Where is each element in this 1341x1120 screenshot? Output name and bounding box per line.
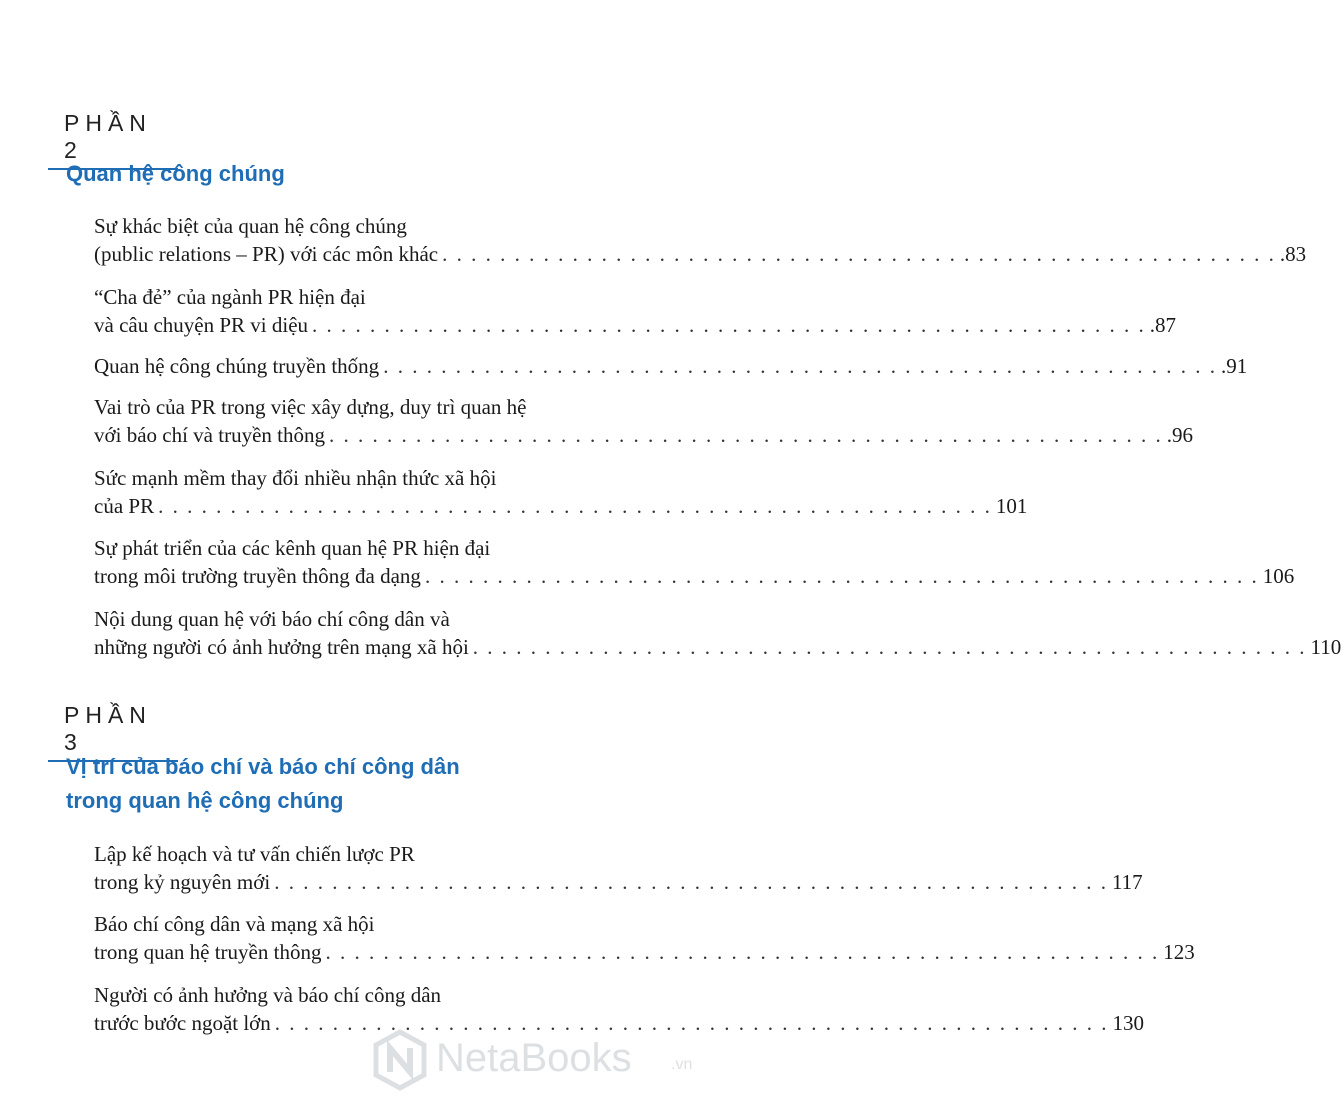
part-2-label: PHẦN 2 (48, 110, 178, 164)
dot-leader: . . . . . . . . . . . . . . . . . . . . . . . . . . . . . . . . . . . . . . . . . . . . . . . . . . . . . . . . . . (158, 494, 992, 518)
part-3-label: PHẦN 3 (48, 702, 178, 756)
entry-line: Sự khác biệt của quan hệ công chúng (94, 214, 407, 238)
page-number: .83 (1279, 242, 1307, 266)
toc-entry[interactable] (94, 212, 1307, 268)
entry-line: Báo chí công dân và mạng xã hội (94, 912, 375, 936)
page-number: .91 (1220, 354, 1248, 378)
part-3-title-line: Vị trí của báo chí và báo chí công dân (66, 754, 460, 779)
page-number: 110 (1310, 635, 1341, 659)
dot-leader: . . . . . . . . . . . . . . . . . . . . . . . . . . . . . . . . . . . . . . . . . . . . . . . . . . . . . . . . . . (312, 313, 1146, 337)
entry-line: trong kỷ nguyên mới (94, 870, 271, 894)
toc-entry[interactable] (94, 534, 1295, 590)
entry-line: những người có ảnh hưởng trên mạng xã hội (94, 635, 469, 659)
entry-line: trước bước ngoặt lớn (94, 1011, 271, 1035)
entry-line: Lập kế hoạch và tư vấn chiến lược PR (94, 842, 415, 866)
toc-entry[interactable] (94, 464, 1028, 520)
entry-line: và câu chuyện PR vi diệu (94, 313, 309, 337)
dot-leader: . . . . . . . . . . . . . . . . . . . . . . . . . . . . . . . . . . . . . . . . . . . . . . . . . . . . . . . . . . (274, 870, 1108, 894)
dot-leader: . . . . . . . . . . . . . . . . . . . . . . . . . . . . . . . . . . . . . . . . . . . . . . . . . . . . . . . . . . (472, 635, 1307, 659)
dot-leader: . . . . . . . . . . . . . . . . . . . . . . . . . . . . . . . . . . . . . . . . . . . . . . . . . . . . . . . . . . (328, 423, 1163, 447)
entry-line: (public relations – PR) với các môn khác (94, 242, 439, 266)
entry-line: trong môi trường truyền thông đa dạng (94, 564, 421, 588)
toc-entry[interactable] (94, 910, 1195, 966)
entry-line: Sự phát triển của các kênh quan hệ PR hiện đại (94, 536, 491, 560)
toc-entry[interactable] (94, 840, 1143, 896)
page-number: 117 (1111, 870, 1143, 894)
entry-line: Vai trò của PR trong việc xây dựng, duy trì quan hệ (94, 395, 527, 419)
toc-entry[interactable] (94, 393, 1193, 449)
dot-leader: . . . . . . . . . . . . . . . . . . . . . . . . . . . . . . . . . . . . . . . . . . . . . . . . . . . . . . . . . . (383, 354, 1217, 378)
netabooks-watermark (368, 1026, 698, 1096)
entry-line: “Cha đẻ” của ngành PR hiện đại (94, 285, 366, 309)
entry-line: trong quan hệ truyền thông (94, 940, 322, 964)
dot-leader: . . . . . . . . . . . . . . . . . . . . . . . . . . . . . . . . . . . . . . . . . . . . . . . . . . . . . . . . . . (442, 242, 1276, 266)
page-number: 101 (995, 494, 1028, 518)
part-2-title: Quan hệ công chúng (66, 161, 285, 186)
entry-line: Người có ảnh hưởng và báo chí công dân (94, 983, 442, 1007)
watermark-text: NetaBooks (436, 1036, 632, 1080)
toc-entry[interactable] (94, 605, 1341, 661)
netabooks-logo-icon (372, 1030, 428, 1090)
entry-line: Sức mạnh mềm thay đổi nhiều nhận thức xã hội (94, 466, 497, 490)
part-3-title (66, 750, 460, 818)
entry-line: của PR (94, 494, 155, 518)
entry-line: với báo chí và truyền thông (94, 423, 325, 447)
entry-line: Nội dung quan hệ với báo chí công dân và (94, 607, 450, 631)
page-number: 106 (1262, 564, 1295, 588)
toc-entry[interactable] (94, 352, 1248, 380)
dot-leader: . . . . . . . . . . . . . . . . . . . . . . . . . . . . . . . . . . . . . . . . . . . . . . . . . . . . . . . . . . (424, 564, 1259, 588)
dot-leader: . . . . . . . . . . . . . . . . . . . . . . . . . . . . . . . . . . . . . . . . . . . . . . . . . . . . . . . . . . (274, 1011, 1109, 1035)
page-number: .87 (1149, 313, 1177, 337)
entry-line: Quan hệ công chúng truyền thống (94, 354, 380, 378)
page-number: .96 (1166, 423, 1193, 447)
toc-entry[interactable] (94, 283, 1177, 339)
part-3-title-line: trong quan hệ công chúng (66, 788, 344, 813)
page-number: 123 (1163, 940, 1195, 964)
watermark-suffix: .vn (671, 1056, 693, 1073)
dot-leader: . . . . . . . . . . . . . . . . . . . . . . . . . . . . . . . . . . . . . . . . . . . . . . . . . . . . . . . . . . (325, 940, 1160, 964)
page-number: 130 (1112, 1011, 1145, 1035)
